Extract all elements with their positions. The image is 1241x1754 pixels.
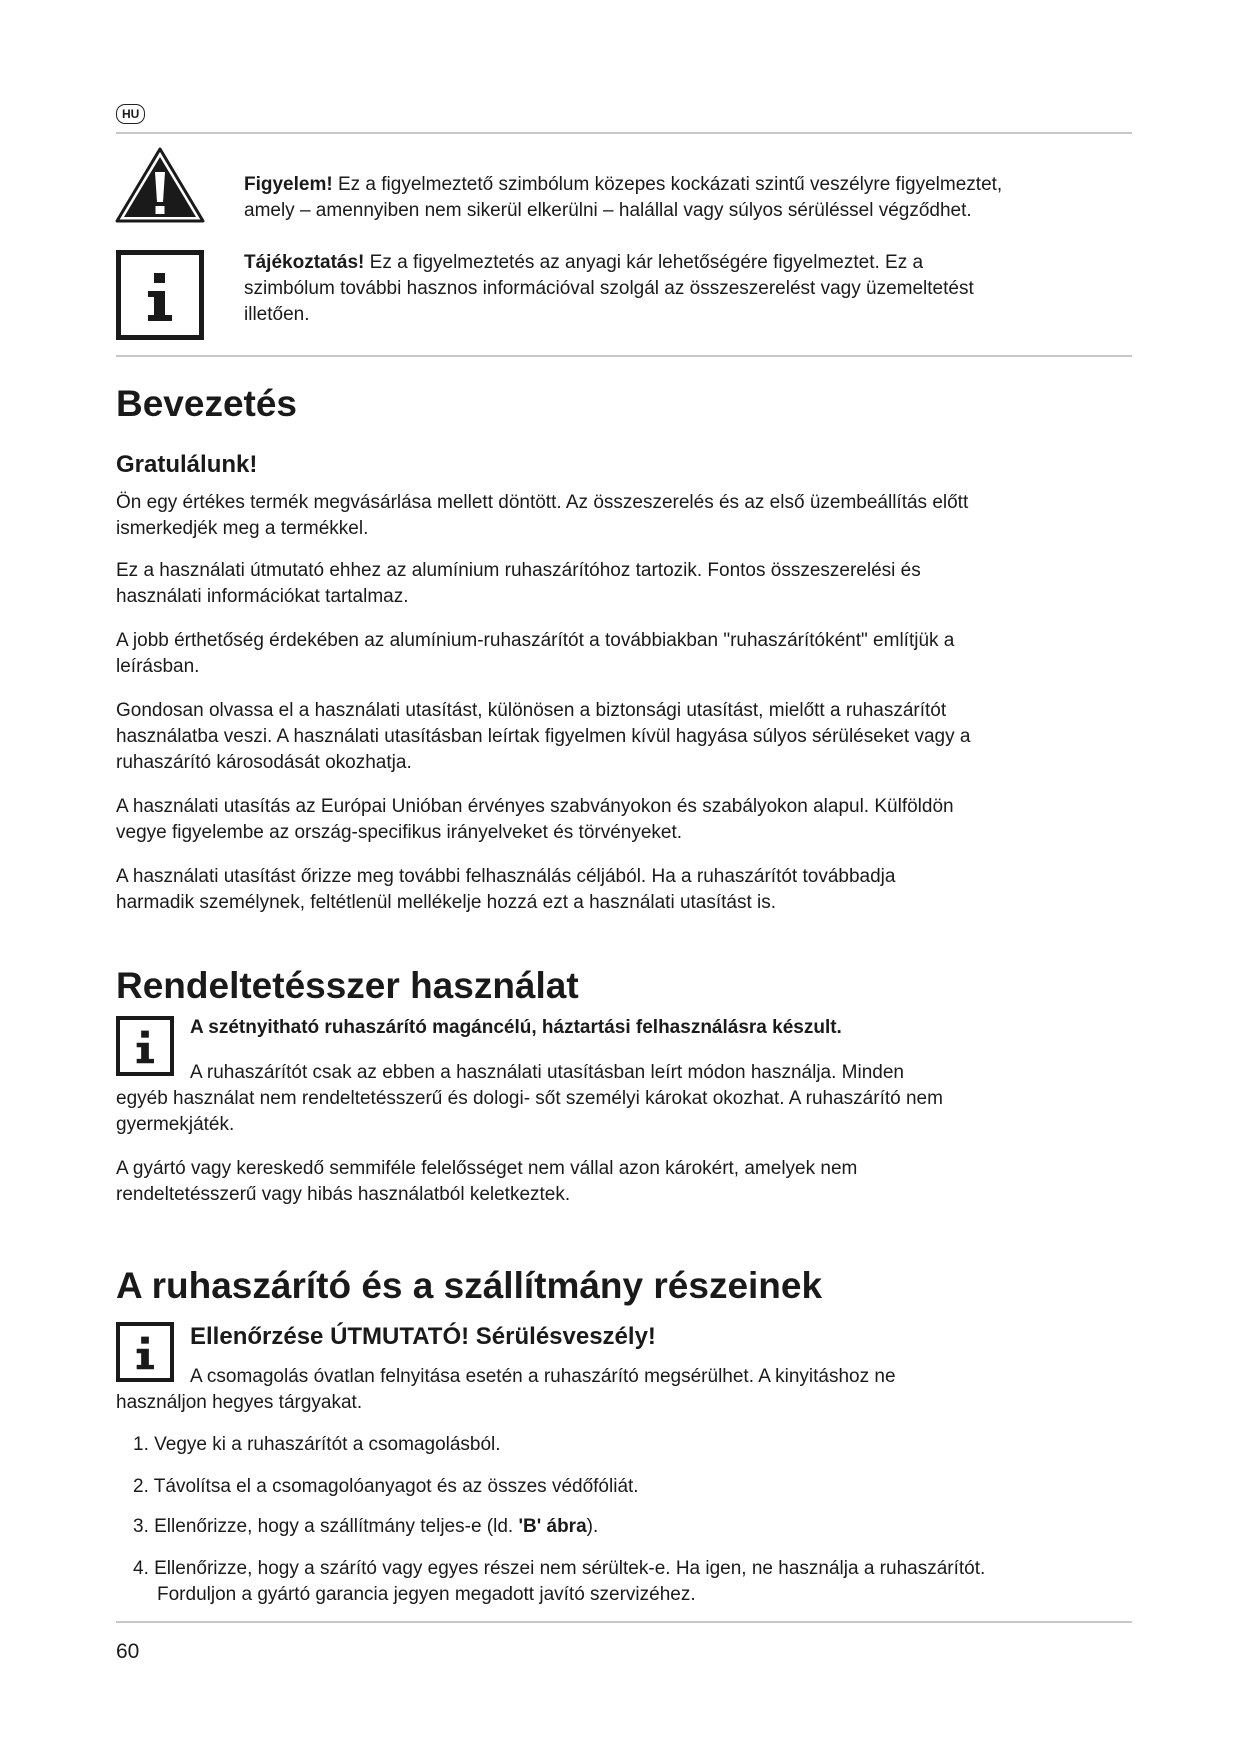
warning-triangle-icon	[114, 146, 206, 224]
intro-paragraph-4	[116, 698, 1116, 776]
parts-p1-line-2: használjon hegyes tárgyakat.	[116, 1392, 363, 1413]
list-item	[133, 1514, 1123, 1540]
intro-p3-line-1: A jobb érthetőség érdekében az alumínium-ruhaszárítót a továbbiakban "ruhaszárítóként" említjük a	[116, 630, 955, 651]
intro-p6-line-1: A használati utasítást őrizze meg további felhasználás céljából. Ha a ruhaszárítót továbbadja	[116, 866, 896, 887]
intended-p2-line-2: rendeltetésszerű vagy hibás használatból keletkeztek.	[116, 1184, 571, 1205]
intended-p1-line-3: gyermekjáték.	[116, 1114, 235, 1135]
intro-paragraph-1	[116, 490, 1116, 542]
figure-reference: 'B' ábra	[518, 1516, 587, 1537]
intro-subtitle: Gratulálunk!	[116, 451, 258, 478]
warning-notice	[244, 172, 1144, 224]
parts-title: A ruhaszárító és a szállítmány részeinek	[116, 1265, 823, 1306]
step-number: 3.	[133, 1516, 149, 1537]
intro-paragraph-2	[116, 558, 1116, 610]
intro-p4-line-1: Gondosan olvassa el a használati utasítást, különösen a biztonsági utasítást, mielőtt a ruhaszárítót	[116, 700, 947, 721]
warning-line-1: Ez a figyelmeztető szimbólum közepes kockázati szintű veszélyre figyelmeztet,	[332, 174, 1003, 195]
intro-p1-line-1: Ön egy értékes termék megvásárlása mellett döntött. Az összeszerelés és az első üzembeállítás előtt	[116, 492, 969, 513]
step-text: Ellenőrizze, hogy a szárító vagy egyes részei nem sérültek-e. Ha igen, ne használja a ruhaszárítót.	[148, 1558, 986, 1579]
list-item	[133, 1474, 1123, 1500]
warning-line-2: amely – amennyiben nem sikerül elkerülni – halállal vagy súlyos sérüléssel végződhet.	[244, 200, 972, 221]
list-item	[133, 1432, 1123, 1458]
info-notice	[244, 250, 1144, 328]
intro-p1-line-2: ismerkedjék meg a termékkel.	[116, 518, 369, 539]
step-text: Ellenőrizze, hogy a szállítmány teljes-e (ld.	[148, 1516, 519, 1537]
intro-paragraph-6	[116, 864, 1116, 916]
step-text: Vegye ki a ruhaszárítót a csomagolásból.	[148, 1434, 501, 1455]
intended-p1-line-1: A ruhaszárítót csak az ebben a használati utasításban leírt módon használja. Minden	[190, 1062, 904, 1083]
info-icon	[116, 250, 204, 340]
intro-paragraph-3	[116, 628, 1116, 680]
info-line-2: szimbólum további hasznos információval szolgál az összeszerelést vagy üzemeltetést	[244, 278, 974, 299]
intro-p4-line-2: használatba veszi. A használati utasításban leírtak figyelmen kívül hagyása súlyos sérüléseket vagy a	[116, 726, 971, 747]
intro-p2-line-2: használati információkat tartalmaz.	[116, 586, 409, 607]
step-number: 1.	[133, 1434, 149, 1455]
intended-use-paragraph-1	[116, 1060, 1116, 1138]
intro-paragraph-5	[116, 794, 1116, 846]
warning-label: Figyelem!	[244, 174, 333, 195]
step-text: ).	[586, 1516, 599, 1537]
page-number: 60	[116, 1640, 140, 1663]
parts-p1-line-1: A csomagolás óvatlan felnyitása esetén a ruhaszárító megsérülhet. A kinyitáshoz ne	[190, 1366, 896, 1387]
intended-use-bold-line: A szétnyitható ruhaszárító magáncélú, háztartási felhasználásra készult.	[190, 1017, 842, 1038]
top-divider	[116, 132, 1132, 134]
step-number: 4.	[133, 1558, 149, 1579]
intro-p4-line-3: ruhaszárító károsodását okozhatja.	[116, 752, 412, 773]
intended-p1-line-2: egyéb használat nem rendeltetésszerű és dologi- sőt személyi károkat okozhat. A ruhaszárító nem	[116, 1088, 943, 1109]
list-item	[133, 1556, 1123, 1608]
parts-paragraph-1	[116, 1364, 1116, 1416]
parts-subtitle: Ellenőrzése ÚTMUTATÓ! Sérülésveszély!	[190, 1323, 656, 1350]
language-badge: HU	[116, 104, 145, 124]
intro-p2-line-1: Ez a használati útmutató ehhez az alumínium ruhaszárítóhoz tartozik. Fontos összeszerelési és	[116, 560, 921, 581]
intended-use-title: Rendeltetésszer használat	[116, 965, 579, 1006]
intro-p6-line-2: harmadik személynek, feltétlenül mellékelje hozzá ezt a használati utasítást is.	[116, 892, 777, 913]
notice-divider	[116, 355, 1132, 357]
intro-title: Bevezetés	[116, 383, 298, 424]
intended-p2-line-1: A gyártó vagy kereskedő semmiféle felelősséget nem vállal azon károkért, amelyek nem	[116, 1158, 858, 1179]
step-text: Távolítsa el a csomagolóanyagot és az összes védőfóliát.	[148, 1476, 639, 1497]
intended-use-paragraph-2	[116, 1156, 1116, 1208]
intro-p3-line-2: leírásban.	[116, 656, 200, 677]
bottom-divider	[116, 1621, 1132, 1623]
info-line-3: illetően.	[244, 304, 310, 325]
intro-p5-line-2: vegye figyelembe az ország-specifikus irányelveket és törvényeket.	[116, 822, 683, 843]
intro-p5-line-1: A használati utasítás az Európai Unióban érvényes szabványokon és szabályokon alapul. Külföldön	[116, 796, 954, 817]
info-line-1: Ez a figyelmeztetés az anyagi kár lehetőségére figyelmeztet. Ez a	[364, 252, 924, 273]
info-label: Tájékoztatás!	[244, 252, 365, 273]
step-text-continued: Forduljon a gyártó garancia jegyen megadott javító szervizéhez.	[157, 1584, 696, 1605]
step-number: 2.	[133, 1476, 149, 1497]
